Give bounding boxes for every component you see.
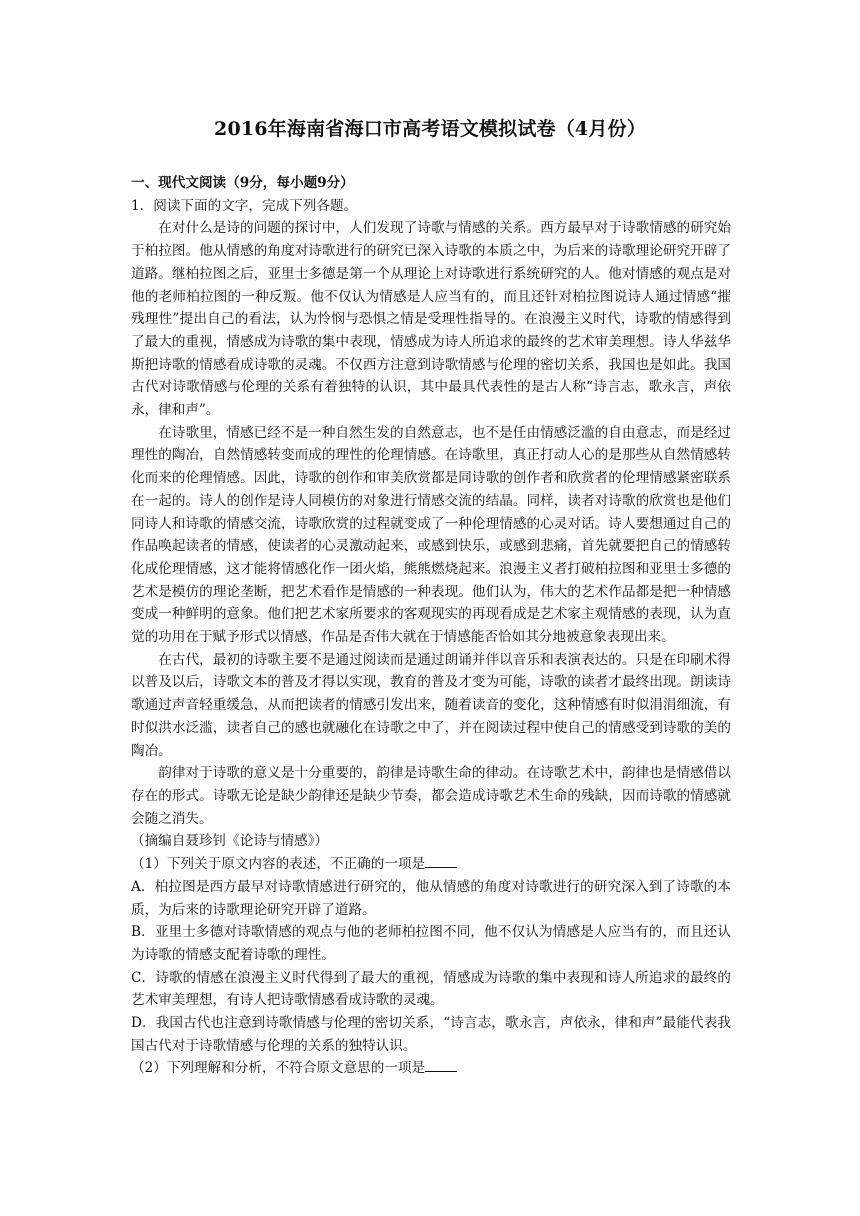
passage-paragraph-2: 在诗歌里，情感已经不是一种自然生发的自然意志，也不是任由情感泛滥的自由意志，而是经过理性的陶冶，自然情感转变而成的理性的伦理情感。在诗歌里，真正打动人心的是那些从自然情感转化而来的伦理情感。因此，诗歌的创作和审美欣赏都是同诗歌的创作者和欣赏者的伦理情感紧密联系在一起的。诗人的创作是诗人同模仿的对象进行情感交流的结晶。同样，读者对诗歌的欣赏也是他们同诗人和诗歌的情感交流，诗歌欣赏的过程就变成了一种伦理情感的心灵对话。诗人要想通过自己的作品唤起读者的情感，使读者的心灵激动起来，或感到快乐，或感到悲痛，首先就要把自己的情感转化成伦理情感，这才能将情感化作一团火焰，熊熊燃烧起来。浪漫主义者打破柏拉图和亚里士多德的艺术是模仿的理论垄断，把艺术看作是情感的一种表现。他们认为，伟大的艺术作品都是把一种情感变成一种鲜明的意象。他们把艺术家所要求的客观现实的再现看成是艺术家主观情感的表现，认为直觉的功用在于赋予形式以情感，作品是否伟大就在于情感能否恰如其分地被意象表现出来。 [131, 424, 731, 646]
question-1-option-a: A．柏拉图是西方最早对诗歌情感进行研究的，他从情感的角度对诗歌进行的研究深入到了诗歌的本质，为后来的诗歌理论研究开辟了道路。 [131, 878, 731, 918]
question-1-text: （1）下列关于原文内容的表述，不正确的一项是 [131, 856, 426, 873]
question-1-option-b: B．亚里士多德对诗歌情感的观点与他的老师柏拉图不同，他不仅认为情感是人应当有的，而且还认为诗歌的情感支配着诗歌的理性。 [131, 924, 731, 963]
passage-paragraph-4: 韵律对于诗歌的意义是十分重要的，韵律是诗歌生命的律动。在诗歌艺术中，韵律也是情感借以存在的形式。诗歌无论是缺少韵律还是缺少节奏，都会造成诗歌艺术生命的残缺，因而诗歌的情感就会随之消失。 [131, 765, 731, 827]
passage-paragraph-1: 在对什么是诗的问题的探讨中，人们发现了诗歌与情感的关系。西方最早对于诗歌情感的研究始于柏拉图。他从情感的角度对诗歌进行的研究已深入诗歌的本质之中，为后来的诗歌理论研究开辟了道路。继柏拉图之后，亚里士多德是第一个从理论上对诗歌进行系统研究的人。他对情感的观点是对他的老师柏拉图的一种反叛。他不仅认为情感是人应当有的，而且还针对柏拉图说诗人通过情感“摧残理性”提出自己的看法，认为怜悯与恐惧之情是受理性指导的。在浪漫主义时代，诗歌的情感得到了最大的重视，情感成为诗歌的集中表现，情感成为诗人所追求的最终的艺术审美理想。诗人华兹华斯把诗歌的情感看成诗歌的灵魂。不仅西方注意到诗歌情感与伦理的密切关系，我国也是如此。我国古代对诗歌情感与伦理的关系有着独特的认识，其中最具代表性的是古人称“诗言志，歌永言，声依永，律和声”。 [131, 220, 731, 419]
section-heading: 一、现代文阅读（9分，每小题9分） [131, 175, 354, 191]
question-2-text: （2）下列理解和分析，不符合原文意思的一项是 [131, 1060, 426, 1077]
question-1-option-d: D．我国古代也注意到诗歌情感与伦理的密切关系，“诗言志，歌永言，声依永，律和声”最能代表我国古代对于诗歌情感与伦理的关系的独特认识。 [131, 1015, 731, 1054]
document-body [131, 172, 731, 1080]
passage-paragraph-3: 在古代，最初的诗歌主要不是通过阅读而是通过朗诵并伴以音乐和表演表达的。只是在印刷术得以普及以后，诗歌文本的普及才得以实现，教育的普及才变为可能，诗歌的读者才最终出现。朗读诗歌通过声音轻重缓急，从而把读者的情感引发出来，随着读音的变化，这种情感有时似涓涓细流，有时似洪水泛滥，读者自己的感也就融化在诗歌之中了，并在阅读过程中使自己的情感受到诗歌的美的陶冶。 [131, 651, 731, 759]
passage-source: （摘编自聂珍钊《论诗与情感》） [131, 833, 329, 850]
answer-blank [425, 1057, 457, 1072]
question-instruction: 1．阅读下面的文字，完成下列各题。 [131, 197, 358, 214]
answer-blank [425, 853, 457, 868]
question-1-stem [131, 853, 731, 876]
question-1-option-c: C．诗歌的情感在浪漫主义时代得到了最大的重视，情感成为诗歌的集中表现和诗人所追求的最终的艺术审美理想，有诗人把诗歌情感看成诗歌的灵魂。 [131, 969, 731, 1009]
question-2-stem [131, 1057, 731, 1080]
page-title: 2016年海南省海口市高考语文模拟试卷（4月份） [214, 118, 646, 140]
